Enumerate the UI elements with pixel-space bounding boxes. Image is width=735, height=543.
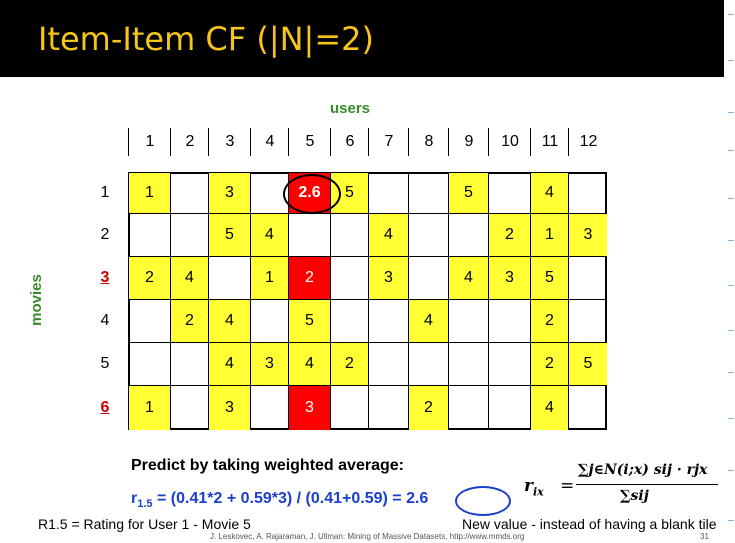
right-edge-strip — [724, 0, 735, 543]
cell-r6-c11: 4 — [531, 386, 568, 430]
cell-r3-c1: 2 — [129, 257, 170, 299]
cell-r2-c7: 4 — [369, 214, 408, 256]
cell-r2-c3: 5 — [209, 214, 250, 256]
users-label: users — [330, 100, 371, 117]
row-header-2: 2 — [100, 225, 110, 243]
edge-tick — [728, 198, 734, 199]
cell-r3-c2: 4 — [171, 257, 208, 299]
cell-r4-c8: 4 — [409, 300, 448, 342]
row-header-1: 1 — [100, 183, 110, 201]
cell-r4-c11: 2 — [531, 300, 568, 342]
row-header-6: 6 — [100, 398, 110, 416]
formula-lhs: $r_{ix}$ — [524, 476, 544, 499]
cell-r3-c10: 3 — [489, 257, 530, 299]
weighted-average-formula — [524, 462, 724, 514]
calc-prefix: r — [131, 490, 138, 507]
grid-vline — [250, 172, 251, 430]
cell-r2-c10: 2 — [489, 214, 530, 256]
cell-r2-c11: 1 — [531, 214, 568, 256]
grid-hline — [128, 256, 607, 257]
row-header-5: 5 — [100, 354, 110, 372]
cell-r5-c12: 5 — [569, 343, 607, 385]
edge-tick — [728, 418, 734, 419]
movies-label: movies — [28, 274, 45, 326]
cell-r6-c1: 1 — [129, 386, 170, 430]
formula-denominator: ∑sij — [620, 488, 649, 504]
cell-r4-c2: 2 — [171, 300, 208, 342]
calc-expression: = (0.41*2 + 0.59*3) / (0.41+0.59) = — [156, 490, 402, 507]
edge-tick — [728, 470, 734, 471]
cell-r6-c5: 3 — [289, 386, 330, 430]
edge-tick — [728, 372, 734, 373]
formula-numerator: ∑j∈N(i;x) sij · rjx — [578, 462, 708, 478]
edge-tick — [728, 240, 734, 241]
cell-r5-c4: 3 — [251, 343, 288, 385]
grid-hline — [128, 213, 607, 214]
cell-r1-c6: 5 — [331, 173, 368, 213]
result-circle — [455, 486, 511, 516]
cell-r3-c9: 4 — [449, 257, 488, 299]
edge-tick — [728, 60, 734, 61]
column-header-7: 7 — [368, 128, 409, 156]
page-number: 31 — [700, 532, 709, 541]
cell-r6-c3: 3 — [209, 386, 250, 430]
cell-r3-c5: 2 — [289, 257, 330, 299]
edge-tick — [728, 330, 734, 331]
cell-r5-c5: 4 — [289, 343, 330, 385]
column-header-6: 6 — [330, 128, 369, 156]
column-header-4: 4 — [250, 128, 289, 156]
edge-tick — [728, 285, 734, 286]
grid-vline — [568, 172, 569, 430]
cell-r5-c11: 2 — [531, 343, 568, 385]
cell-r3-c4: 1 — [251, 257, 288, 299]
cell-r5-c6: 2 — [331, 343, 368, 385]
slide-title: Item-Item CF (|N|=2) — [38, 20, 374, 58]
grid-hline — [128, 299, 607, 300]
note-left: R1.5 = Rating for User 1 - Movie 5 — [38, 516, 251, 532]
edge-tick — [728, 520, 734, 521]
edge-tick — [728, 150, 734, 151]
column-header-8: 8 — [408, 128, 449, 156]
formula-fraction-bar — [576, 484, 718, 485]
column-header-11: 11 — [530, 128, 569, 156]
column-header-5: 5 — [288, 128, 331, 156]
column-header-3: 3 — [208, 128, 251, 156]
calc-result: 2.6 — [406, 490, 429, 507]
grid-vline — [170, 172, 171, 430]
grid-hline — [128, 385, 607, 386]
grid-vline — [288, 172, 289, 430]
grid-vline — [408, 172, 409, 430]
grid-vline — [530, 172, 531, 430]
calc-subscript: 1.5 — [137, 498, 153, 511]
cell-r1-c3: 3 — [209, 173, 250, 213]
cell-r6-c8: 2 — [409, 386, 448, 430]
grid-vline — [448, 172, 449, 430]
formula-equals: = — [560, 476, 575, 496]
column-header-1: 1 — [128, 128, 171, 156]
predict-label: Predict by taking weighted average: — [131, 457, 404, 474]
grid-vline — [208, 172, 209, 430]
cell-r3-c7: 3 — [369, 257, 408, 299]
cell-r1-c9: 5 — [449, 173, 488, 213]
column-header-9: 9 — [448, 128, 489, 156]
column-header-10: 10 — [488, 128, 531, 156]
cell-r1-c11: 4 — [531, 173, 568, 213]
calculation-line — [131, 490, 428, 510]
cell-r4-c3: 4 — [209, 300, 250, 342]
predicted-cell-circle — [283, 174, 341, 214]
cell-r1-c5: 2.6 — [289, 173, 330, 213]
note-right: New value - instead of having a blank tile — [462, 516, 717, 532]
title-bar — [0, 0, 735, 77]
citation: J. Leskovec, A. Rajaraman, J. Ullman: Mining of Massive Datasets, http://www.mmds.org — [210, 532, 525, 541]
row-header-3: 3 — [100, 268, 110, 286]
row-header-4: 4 — [100, 311, 110, 329]
grid-vline — [330, 172, 331, 430]
cell-r5-c3: 4 — [209, 343, 250, 385]
cell-r2-c4: 4 — [251, 214, 288, 256]
column-header-2: 2 — [170, 128, 209, 156]
cell-r4-c5: 5 — [289, 300, 330, 342]
cell-r1-c1: 1 — [129, 173, 170, 213]
edge-tick — [728, 14, 734, 15]
grid-vline — [368, 172, 369, 430]
grid-vline — [488, 172, 489, 430]
grid-hline — [128, 342, 607, 343]
cell-r3-c11: 5 — [531, 257, 568, 299]
column-header-12: 12 — [568, 128, 608, 156]
cell-r2-c12: 3 — [569, 214, 607, 256]
edge-tick — [728, 112, 734, 113]
